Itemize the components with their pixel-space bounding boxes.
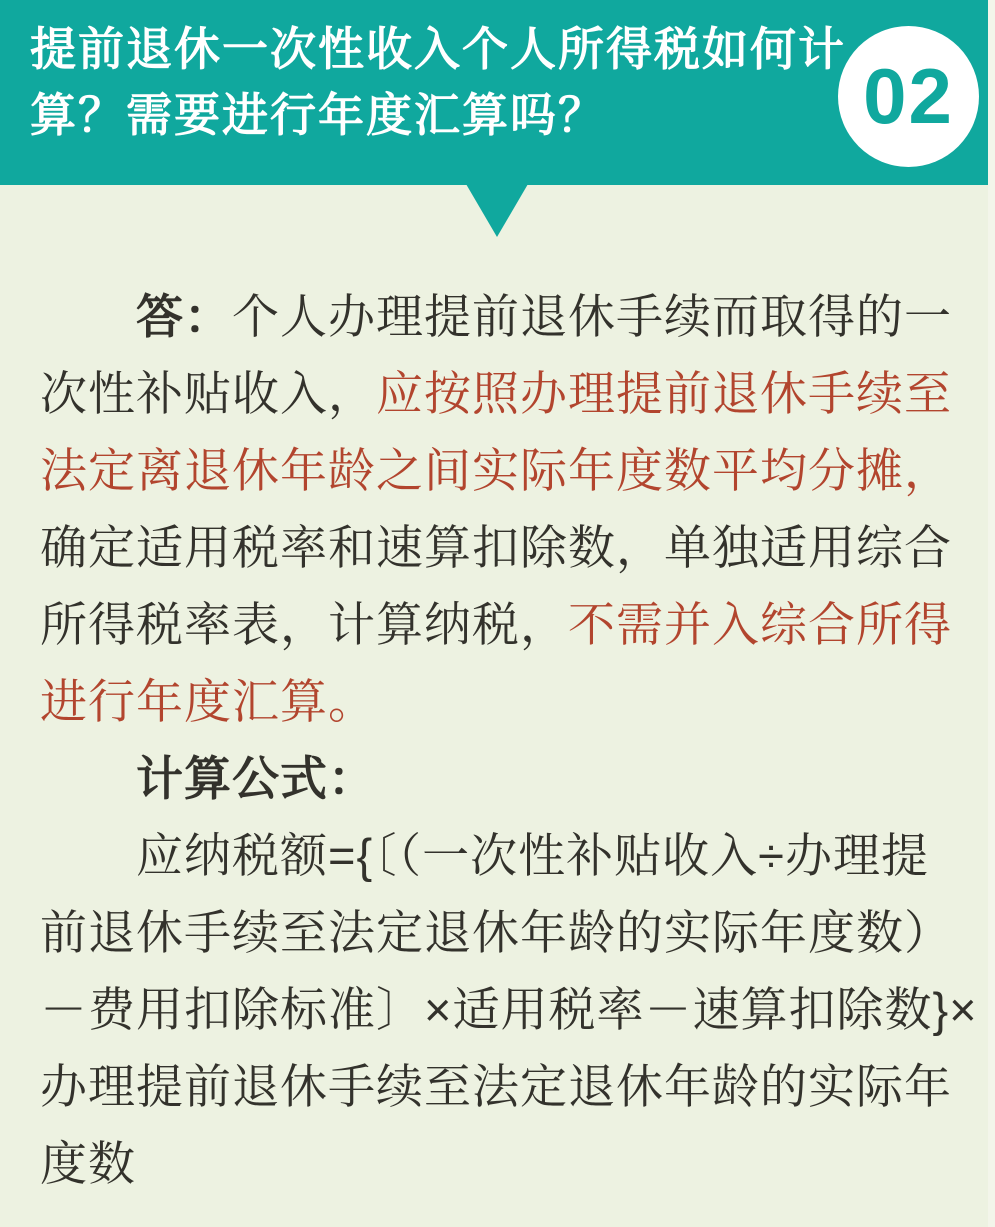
text-segment: 所得税率表，计算纳税， bbox=[40, 598, 568, 651]
text-segment: 度数 bbox=[40, 1137, 136, 1190]
text-segment: 前退休手续至法定退休年龄的实际年度数） bbox=[40, 906, 952, 959]
text-line bbox=[40, 663, 960, 740]
text-segment: 应纳税额={〔（一次性补贴收入÷办理提 bbox=[136, 829, 929, 882]
section-number-badge bbox=[838, 26, 979, 167]
text-segment: 个人办理提前退休手续而取得的一 bbox=[232, 290, 952, 343]
text-segment: 应按照办理提前退休手续至 bbox=[376, 367, 952, 420]
emphasis-label: 计算公式： bbox=[136, 752, 376, 805]
text-line bbox=[40, 1125, 960, 1202]
speech-pointer-triangle bbox=[466, 184, 528, 237]
text-line bbox=[40, 432, 960, 509]
answer-text bbox=[40, 278, 978, 1202]
text-line bbox=[40, 894, 960, 971]
text-line bbox=[40, 509, 960, 586]
text-segment: 确定适用税率和速算扣除数，单独适用综合 bbox=[40, 521, 952, 574]
text-segment: 进行年度汇算。 bbox=[40, 675, 376, 728]
text-line bbox=[40, 740, 960, 817]
section-number: 02 bbox=[863, 52, 954, 140]
text-segment: －费用扣除标准〕×适用税率－速算扣除数}× bbox=[40, 983, 978, 1036]
emphasis-label: 答： bbox=[136, 290, 232, 343]
text-segment: 不需并入综合所得 bbox=[568, 598, 952, 651]
text-line bbox=[40, 817, 960, 894]
text-line bbox=[40, 971, 978, 1048]
text-line bbox=[40, 278, 960, 355]
right-edge-strip bbox=[988, 0, 995, 1227]
text-segment: 办理提前退休手续至法定退休年龄的实际年 bbox=[40, 1060, 952, 1113]
page-title-line-1: 提前退休一次性收入个人所得税如何计 bbox=[30, 23, 846, 75]
text-segment: 次性补贴收入， bbox=[40, 367, 376, 420]
page-title bbox=[30, 16, 846, 148]
text-line bbox=[40, 355, 960, 432]
header-banner bbox=[0, 0, 988, 185]
page-title-line-2: 算？需要进行年度汇算吗？ bbox=[30, 89, 606, 141]
text-line bbox=[40, 586, 960, 663]
text-line bbox=[40, 1048, 960, 1125]
text-segment: 法定离退休年龄之间实际年度数平均分摊， bbox=[40, 444, 952, 497]
